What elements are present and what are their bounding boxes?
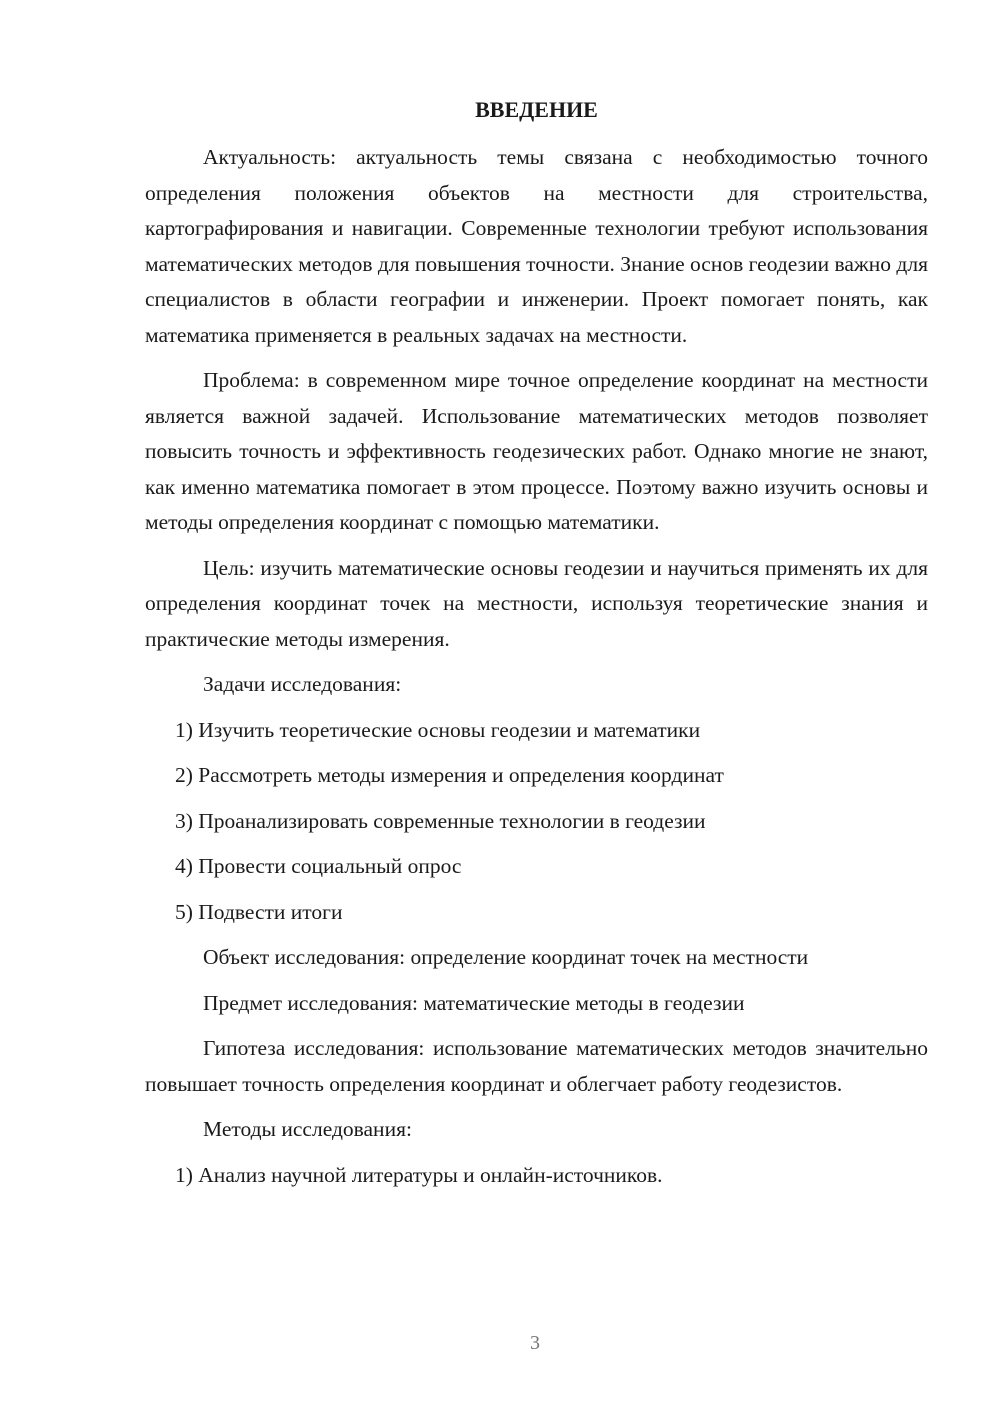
research-object: Объект исследования: определение координат точек на местности	[203, 945, 809, 969]
relevance-paragraph: Актуальность: актуальность темы связана с необходимостью точного определения положения объектов на местности для строительства, картографирования и навигации. Современные технологии требуют использования математических методов для повышения точности. Знание основ геодезии важно для специалистов в области географии и инженерии. Проект помогает понять, как математика применяется в реальных задачах на местности.	[145, 145, 928, 347]
list-item: 1) Изучить теоретические основы геодезии и математики	[175, 717, 701, 742]
methods-list	[145, 1158, 928, 1194]
list-item: 2) Рассмотреть методы измерения и определения координат	[175, 763, 724, 787]
research-subject: Предмет исследования: математические методы в геодезии	[203, 990, 745, 1015]
list-item: 3) Проанализировать современные технологии в геодезии	[175, 808, 706, 833]
page-number: 3	[530, 1332, 540, 1354]
document-page	[145, 92, 928, 1193]
tasks-list	[145, 713, 928, 931]
list-item: 4) Провести социальный опрос	[175, 854, 462, 878]
methods-heading: Методы исследования:	[203, 1117, 412, 1141]
tasks-heading: Задачи исследования:	[203, 672, 402, 696]
goal-paragraph: Цель: изучить математические основы геодезии и научиться применять их для определения координат точек на местности, используя теоретические знания и практические методы измерения.	[145, 555, 928, 651]
list-item: 1) Анализ научной литературы и онлайн-источников.	[175, 1162, 663, 1187]
list-item: 5) Подвести итоги	[175, 899, 343, 924]
hypothesis-paragraph: Гипотеза исследования: использование математических методов значительно повышает точность определения координат и облегчает работу геодезистов.	[145, 1036, 928, 1096]
problem-paragraph: Проблема: в современном мире точное определение координат на местности является важной задачей. Использование математических методов позволяет повысить точность и эффективность геодезических работ. Однако многие не знают, как именно математика помогает в этом процессе. Поэтому важно изучить основы и методы определения координат с помощью математики.	[145, 368, 928, 534]
section-title: ВВЕДЕНИЕ	[475, 97, 598, 122]
